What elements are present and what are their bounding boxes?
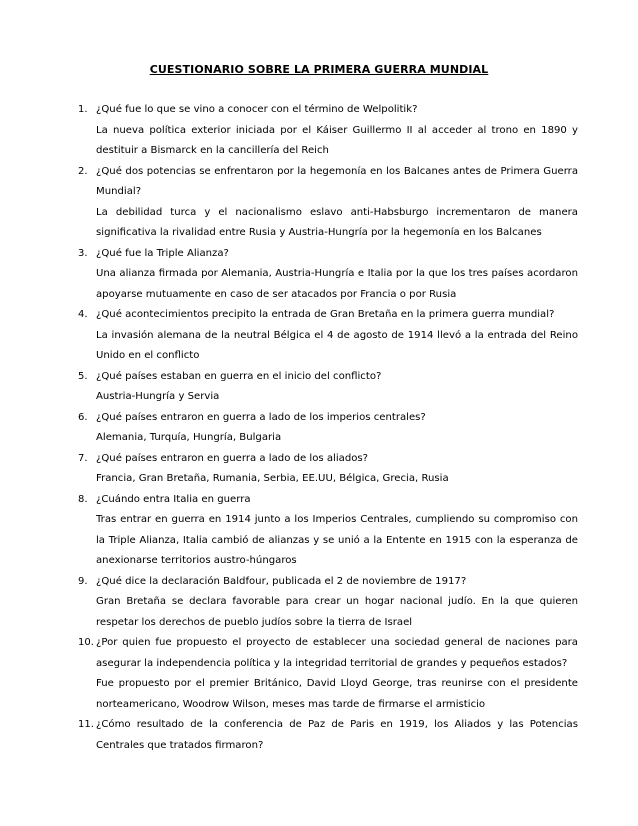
- question-number: 8.: [78, 493, 88, 505]
- answer-text: La debilidad turca y el nacionalismo eslavo anti-Habsburgo incrementaron de manera significativa la rivalidad entre Rusia y Austria-Hungría por la hegemonía en los Balcanes: [96, 206, 578, 238]
- question-list: [78, 100, 578, 756]
- answer-text: Fue propuesto por el premier Británico, David Lloyd George, tras reunirse con el presidente norteamericano, Woodrow Wilson, meses mas tarde de firmarse el armisticio: [96, 678, 578, 710]
- answer-text: Francia, Gran Bretaña, Rumania, Serbia, EE.UU, Bélgica, Grecia, Rusia: [96, 473, 449, 484]
- answer-text: La invasión alemana de la neutral Bélgica el 4 de agosto de 1914 llevó a la entrada del Reino Unido en el conflicto: [96, 329, 578, 361]
- answer-text: Una alianza firmada por Alemania, Austria-Hungría e Italia por la que los tres países acordaron apoyarse mutuamente en caso de ser atacados por Francia o por Rusia: [96, 268, 578, 300]
- question-number: 7.: [78, 452, 88, 464]
- question-text: ¿Qué países estaban en guerra en el inicio del conflicto?: [96, 370, 382, 382]
- question-number: 2.: [78, 165, 88, 177]
- answer-text: Gran Bretaña se declara favorable para crear un hogar nacional judío. En la que quieren respetar los derechos de pueblo judíos sobre la tierra de Israel: [96, 596, 578, 628]
- question-item: [78, 633, 578, 715]
- question-text: ¿Cómo resultado de la conferencia de Paz de Paris en 1919, los Aliados y las Potencias Centrales que tratados firmaron?: [96, 719, 578, 751]
- answer-text: Austria-Hungría y Servia: [96, 391, 220, 402]
- question-item: [78, 449, 578, 490]
- question-number: 3.: [78, 247, 88, 259]
- question-number: 1.: [78, 104, 88, 115]
- question-text: ¿Cuándo entra Italia en guerra: [96, 493, 251, 505]
- question-item: [78, 572, 578, 634]
- question-item: [78, 162, 578, 244]
- question-text: ¿Qué dos potencias se enfrentaron por la hegemonía en los Balcanes antes de Primera Guerra Mundial?: [96, 165, 578, 197]
- question-item: [78, 490, 578, 572]
- question-number: 9.: [78, 575, 88, 587]
- question-text: ¿Qué dice la declaración Baldfour, publicada el 2 de noviembre de 1917?: [96, 575, 467, 587]
- question-number: 5.: [78, 370, 88, 382]
- question-number: 6.: [78, 411, 88, 423]
- question-text: ¿Por quien fue propuesto el proyecto de establecer una sociedad general de naciones para asegurar la independencia política y la integridad territorial de grandes y pequeños estados?: [96, 637, 578, 669]
- question-item: [78, 100, 578, 162]
- answer-text: Alemania, Turquía, Hungría, Bulgaria: [96, 432, 282, 443]
- question-item: [78, 305, 578, 367]
- question-text: ¿Qué países entraron en guerra a lado de los aliados?: [96, 452, 369, 464]
- question-number: 4.: [78, 309, 88, 320]
- question-item: [78, 244, 578, 306]
- question-text: ¿Qué fue lo que se vino a conocer con el término de Welpolitik?: [96, 104, 418, 115]
- question-text: ¿Qué fue la Triple Alianza?: [96, 247, 229, 259]
- question-number: 11.: [78, 719, 94, 730]
- answer-text: La nueva política exterior iniciada por el Káiser Guillermo II al acceder al trono en 1890 y destituir a Bismarck en la cancillería del Reich: [96, 124, 578, 156]
- answer-text: Tras entrar en guerra en 1914 junto a los Imperios Centrales, cumpliendo su compromiso con la Triple Alianza, Italia cambió de alianzas y se unió a la Entente en 1915 con la esperanza de anexionarse territorios austro-húngaros: [96, 514, 578, 566]
- document-title: CUESTIONARIO SOBRE LA PRIMERA GUERRA MUNDIAL: [149, 63, 489, 76]
- question-item: [78, 715, 578, 756]
- question-item: [78, 367, 578, 408]
- question-text: ¿Qué países entraron en guerra a lado de los imperios centrales?: [96, 411, 426, 423]
- question-text: ¿Qué acontecimientos precipito la entrada de Gran Bretaña en la primera guerra mundial?: [96, 309, 555, 320]
- question-item: [78, 408, 578, 449]
- question-number: 10.: [78, 637, 94, 648]
